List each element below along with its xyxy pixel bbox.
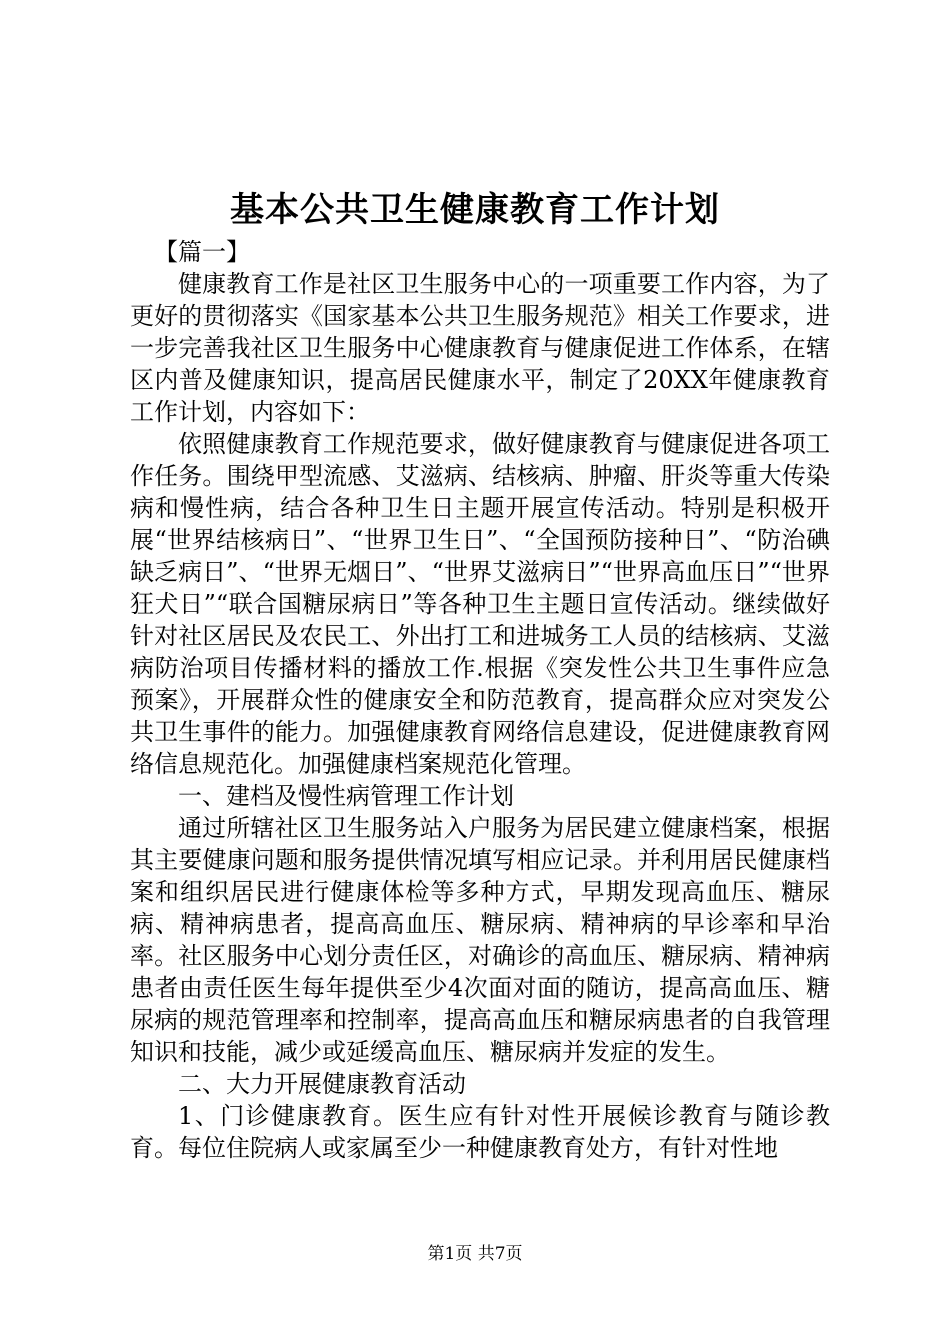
body-paragraph: 健康教育工作是社区卫生服务中心的一项重要工作内容，为了更好的贯彻落实《国家基本公共卫生服务规范》相关工作要求，进一步完善我社区卫生服务中心健康教育与健康促进工作体系，在辖区内普及健康知识，提高居民健康水平，制定了20XX年健康教育工作计划，内容如下： [130, 270, 830, 426]
body-paragraph: 依照健康教育工作规范要求，做好健康教育与健康促进各项工作任务。围绕甲型流感、艾滋病、结核病、肿瘤、肝炎等重大传染病和慢性病，结合各种卫生日主题开展宣传活动。特别是积极开展“世界结核病日”、“世界卫生日”、“全国预防接种日”、“防治碘缺乏病日”、“世界无烟日”、“世界艾滋病日”“世界高血压日”“世界狂犬日”“联合国糖尿病日”等各种卫生主题日宣传活动。继续做好针对社区居民及农民工、外出打工和进城务工人员的结核病、艾滋病防治项目传播材料的播放工作.根据《突发性公共卫生事件应急预案》，开展群众性的健康安全和防范教育，提高群众应对突发公共卫生事件的能力。加强健康教育网络信息建设，促进健康教育网络信息规范化。加强健康档案规范化管理。 [130, 430, 830, 778]
body-paragraph: 通过所辖社区卫生服务站入户服务为居民建立健康档案，根据其主要健康问题和服务提供情况填写相应记录。并利用居民健康档案和组织居民进行健康体检等多种方式，早期发现高血压、糖尿病、精神病患者，提高高血压、糖尿病、精神病的早诊率和早治率。社区服务中心划分责任区，对确诊的高血压、糖尿病、精神病患者由责任医生每年提供至少4次面对面的随访，提高高血压、糖尿病的规范管理率和控制率，提高高血压和糖尿病患者的自我管理知识和技能，减少或延缓高血压、糖尿病并发症的发生。 [130, 814, 830, 1066]
document-body [130, 236, 830, 1164]
section-marker: 【篇一】 [154, 238, 250, 266]
section-heading: 一、建档及慢性病管理工作计划 [178, 782, 514, 810]
page-footer: 第1页 共7页 [427, 1244, 523, 1264]
body-paragraph: 1、门诊健康教育。医生应有针对性开展候诊教育与随诊教育。每位住院病人或家属至少一种健康教育处方，有针对性地 [130, 1102, 830, 1162]
section-heading: 二、大力开展健康教育活动 [178, 1070, 466, 1098]
page-title: 基本公共卫生健康教育工作计划 [230, 190, 720, 230]
